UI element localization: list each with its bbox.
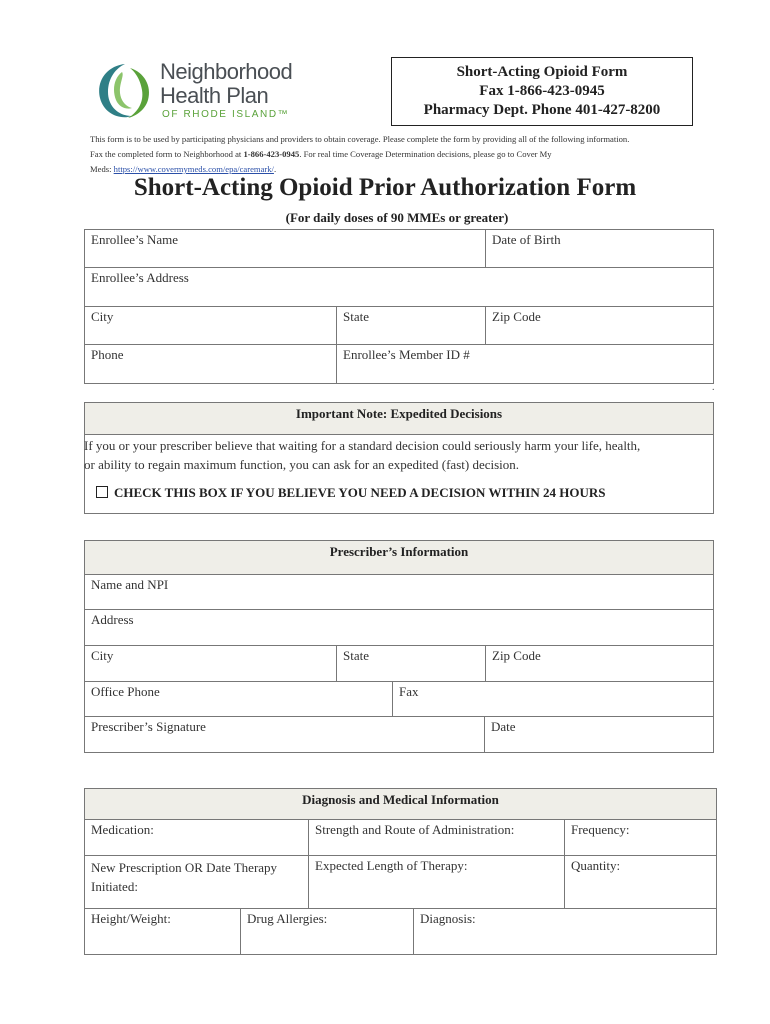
height-weight-label: Height/Weight: <box>91 911 171 926</box>
diagnosis-field[interactable] <box>413 908 717 955</box>
drug-allergies-label: Drug Allergies: <box>247 911 328 926</box>
dot-mark: . <box>712 382 715 393</box>
prescriber-address-label: Address <box>91 612 134 627</box>
intro-line2 <box>90 147 720 162</box>
important-note-text <box>84 436 714 474</box>
logo-icon <box>92 58 158 124</box>
expedited-checkbox-label: CHECK THIS BOX IF YOU BELIEVE YOU NEED A DECISION WITHIN 24 HOURS <box>114 485 606 500</box>
prescriber-city-label: City <box>91 648 114 663</box>
prescriber-fax-label: Fax <box>399 684 419 699</box>
prescriber-zip-field[interactable] <box>485 645 714 682</box>
strength-route-label: Strength and Route of Administration: <box>315 822 515 837</box>
intro-line1: This form is to be used by participating physicians and providers to obtain coverage. Please complete the form by providing all of the following information. <box>90 134 630 144</box>
medication-label: Medication: <box>91 822 154 837</box>
intro-fax: 1-866-423-0945 <box>243 149 300 159</box>
prescriber-date-label: Date <box>491 719 516 734</box>
medication-field[interactable] <box>84 819 309 856</box>
enrollee-state-field[interactable] <box>336 306 486 345</box>
prescriber-address-field[interactable] <box>84 609 714 646</box>
enrollee-name-field[interactable] <box>84 229 486 268</box>
intro-text <box>90 132 720 177</box>
page-title: Short-Acting Opioid Prior Authorization Form <box>133 174 637 201</box>
prescriber-city-field[interactable] <box>84 645 337 682</box>
logo-line1: Neighborhood <box>160 59 293 84</box>
important-heading-text: Important Note: Expedited Decisions <box>295 406 503 421</box>
page-subtitle: (For daily doses of 90 MMEs or greater) <box>285 210 509 225</box>
office-phone-field[interactable] <box>84 681 393 717</box>
prescriber-date-field[interactable] <box>484 716 714 753</box>
prescriber-signature-field[interactable] <box>84 716 485 753</box>
quantity-label: Quantity: <box>571 858 621 873</box>
prescriber-heading-text: Prescriber’s Information <box>329 544 469 559</box>
drug-allergies-field[interactable] <box>240 908 414 955</box>
header-fax: Fax 1-866-423-0945 <box>479 83 605 99</box>
enrollee-name-label: Enrollee’s Name <box>91 232 178 247</box>
prescriber-state-label: State <box>343 648 369 663</box>
important-note-heading <box>84 402 714 435</box>
prescriber-name-npi-label: Name and NPI <box>91 577 169 592</box>
header-contact-box <box>391 57 693 126</box>
prescriber-name-npi-field[interactable] <box>84 574 714 610</box>
enrollee-phone-field[interactable] <box>84 344 337 384</box>
prescriber-signature-label: Prescriber’s Signature <box>91 719 206 734</box>
prescriber-heading <box>84 540 714 575</box>
height-weight-field[interactable] <box>84 908 241 955</box>
expedited-checkbox[interactable] <box>96 486 108 498</box>
diagnosis-label: Diagnosis: <box>420 911 476 926</box>
header-phone: Pharmacy Dept. Phone 401-427-8200 <box>423 102 661 118</box>
logo-line3: OF RHODE ISLAND™ <box>162 109 290 120</box>
enrollee-address-field[interactable] <box>84 267 714 307</box>
strength-route-field[interactable] <box>308 819 565 856</box>
frequency-label: Frequency: <box>571 822 630 837</box>
dob-field[interactable] <box>485 229 714 268</box>
enrollee-city-field[interactable] <box>84 306 337 345</box>
prescriber-state-field[interactable] <box>336 645 486 682</box>
important-line1: If you or your prescriber believe that waiting for a standard decision could seriously harm your life, health, <box>84 438 641 453</box>
intro-text2b: . For real time Coverage Determination decisions, please go to Cover My <box>299 149 552 159</box>
prescriber-zip-label: Zip Code <box>492 648 541 663</box>
enrollee-city-label: City <box>91 309 114 324</box>
intro-text3: Meds: <box>90 164 114 174</box>
logo-line2: Health Plan <box>160 83 269 108</box>
frequency-field[interactable] <box>564 819 717 856</box>
quantity-field[interactable] <box>564 855 717 909</box>
covermymeds-link[interactable]: https://www.covermymeds.com/epa/caremark/ <box>113 164 274 174</box>
member-id-field[interactable] <box>336 344 714 384</box>
diagnosis-heading <box>84 788 717 820</box>
enrollee-phone-label: Phone <box>91 347 124 362</box>
enrollee-zip-label: Zip Code <box>492 309 541 324</box>
office-phone-label: Office Phone <box>91 684 160 699</box>
prescriber-fax-field[interactable] <box>392 681 714 717</box>
dob-label: Date of Birth <box>492 232 561 247</box>
new-rx-label-1: New Prescription OR Date Therapy <box>91 860 278 875</box>
new-rx-label-2: Initiated: <box>91 879 138 894</box>
intro-text3b: . <box>273 164 277 174</box>
header-form-name: Short-Acting Opioid Form <box>456 64 628 80</box>
new-rx-date-field[interactable] <box>84 855 309 909</box>
expected-length-field[interactable] <box>308 855 565 909</box>
enrollee-state-label: State <box>343 309 369 324</box>
member-id-label: Enrollee’s Member ID # <box>343 347 470 362</box>
intro-text2a: Fax the completed form to Neighborhood at <box>90 149 244 159</box>
enrollee-address-label: Enrollee’s Address <box>91 270 189 285</box>
important-line2: or ability to regain maximum function, you can ask for an expedited (fast) decision. <box>84 457 520 472</box>
expected-length-label: Expected Length of Therapy: <box>315 858 468 873</box>
diagnosis-heading-text: Diagnosis and Medical Information <box>302 792 499 807</box>
enrollee-zip-field[interactable] <box>485 306 714 345</box>
expedited-checkbox-row[interactable] <box>96 485 605 501</box>
